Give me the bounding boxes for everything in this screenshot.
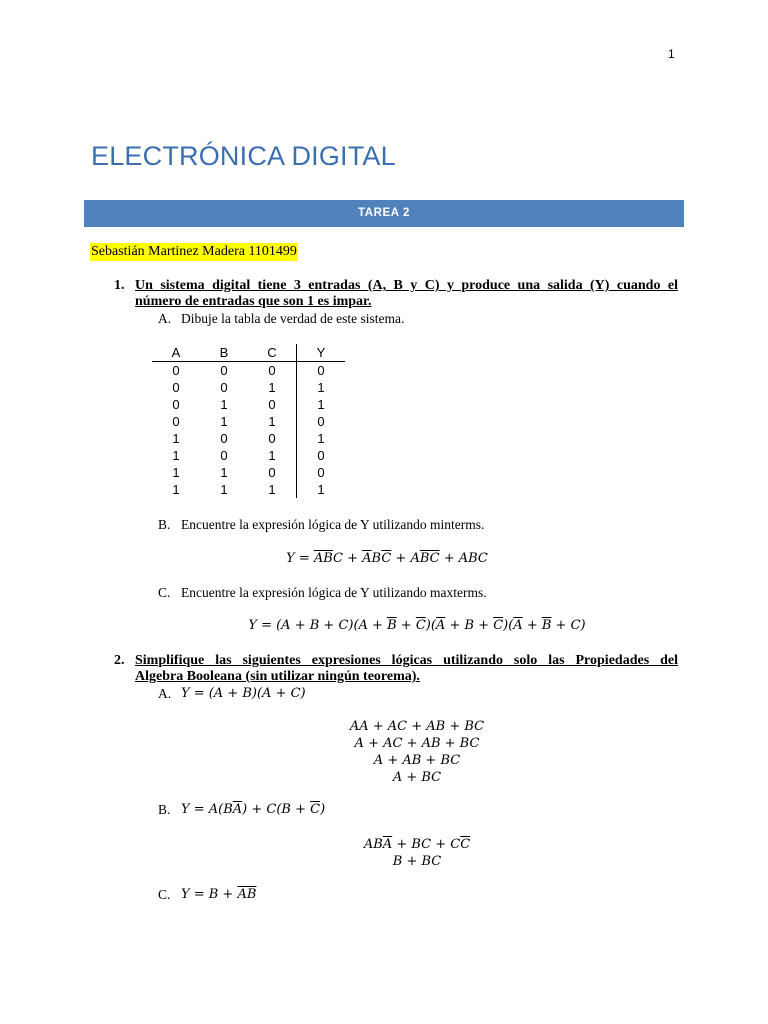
question-1-line1: Un sistema digital tiene 3 entradas (A, B y C) y produce una salida (Y) cuando el xyxy=(135,278,678,293)
table-cell: 0 xyxy=(297,464,346,481)
table-row xyxy=(152,396,345,413)
table-cell: 0 xyxy=(297,447,346,464)
q1-c-text: Encuentre la expresión lógica de Y utilizando maxterms. xyxy=(181,585,487,600)
table-cell: 1 xyxy=(268,414,276,429)
assignment-band: TAREA 2 xyxy=(84,200,684,227)
question-1-text xyxy=(135,278,678,310)
simplification-step: $AB\overline{A}$ + BC + $C\overline{C}$ xyxy=(363,837,471,852)
table-cell: 1 xyxy=(297,430,346,447)
q2-a-label: A. xyxy=(158,686,172,701)
table-cell: 1 xyxy=(297,379,346,396)
maxterm-expression: $Y = (A + B + C)(A + \overline{B} + \overline{C})(\overline{A} + B + \overline{C})(\overline{A} + \overline{B} + C)$ xyxy=(248,618,586,633)
table-cell: 0 xyxy=(172,414,180,429)
question-2-line1: Simplifique las siguientes expresiones lógicas utilizando solo las Propiedades del xyxy=(135,653,678,668)
table-cell: 1 xyxy=(172,431,180,446)
table-cell: 1 xyxy=(220,397,228,412)
table-cell: 0 xyxy=(172,380,180,395)
question-2-text xyxy=(135,653,678,685)
table-cell: 0 xyxy=(220,431,228,446)
table-row xyxy=(152,379,345,396)
table-cell: 0 xyxy=(172,397,180,412)
table-row xyxy=(152,413,345,430)
table-row xyxy=(152,464,345,481)
table-cell: 1 xyxy=(220,465,228,480)
document-title: ELECTRÓNICA DIGITAL xyxy=(91,141,396,171)
table-row xyxy=(152,362,345,380)
simplification-step: AA + AC + AB + BC xyxy=(349,719,485,734)
table-cell: 0 xyxy=(220,448,228,463)
truth-table xyxy=(152,344,345,498)
table-cell: 1 xyxy=(172,448,180,463)
simplification-step: A + AB + BC xyxy=(373,753,461,768)
q2-a-simplification xyxy=(217,718,617,786)
table-cell: 0 xyxy=(297,362,346,380)
question-2-number: 2. xyxy=(114,653,125,668)
table-cell: 0 xyxy=(172,363,180,378)
table-cell: 1 xyxy=(172,482,180,497)
simplification-step: A + BC xyxy=(392,770,442,785)
table-cell: 0 xyxy=(268,431,276,446)
table-cell: 1 xyxy=(172,465,180,480)
table-cell: 0 xyxy=(268,397,276,412)
table-cell: 0 xyxy=(220,380,228,395)
q2-b-label: B. xyxy=(158,802,171,817)
truth-table-header: B xyxy=(200,344,248,362)
q2-b-expression: $Y = A(B\overline{A}) + C(B + \overline{C})$ xyxy=(181,802,326,817)
question-1-line2: número de entradas que son 1 es impar. xyxy=(135,294,372,309)
question-2-line2: Algebra Booleana (sin utilizar ningún teorema). xyxy=(135,669,420,684)
q1-b-label: B. xyxy=(158,517,171,532)
q1-a-text: Dibuje la tabla de verdad de este sistema. xyxy=(181,311,405,326)
simplification-step: B + BC xyxy=(392,854,442,869)
table-cell: 1 xyxy=(268,482,276,497)
author-name: Sebastián Martinez Madera 1101499 xyxy=(91,244,297,259)
table-cell: 0 xyxy=(220,363,228,378)
table-cell: 1 xyxy=(220,482,228,497)
simplification-step: A + AC + AB + BC xyxy=(354,736,480,751)
minterm-expression: $Y = \overline{A}\overline{B}C + \overline{A}B\overline{C} + A\overline{B}\overline{C}$ + ABC xyxy=(286,551,488,566)
q2-c-expression: $Y = B + \overline{A}\overline{B}$ xyxy=(181,887,257,902)
table-cell: 1 xyxy=(297,481,346,498)
q2-a-expression: Y = (A + B)(A + C) xyxy=(181,686,306,701)
q1-c-label: C. xyxy=(158,585,171,600)
table-cell: 1 xyxy=(268,448,276,463)
truth-table-header: A xyxy=(152,344,200,362)
table-cell: 0 xyxy=(268,465,276,480)
table-row xyxy=(152,447,345,464)
q1-a-label: A. xyxy=(158,311,172,326)
truth-table-header: Y xyxy=(297,344,346,362)
q2-b-simplification xyxy=(217,836,617,870)
table-cell: 1 xyxy=(297,396,346,413)
question-1-number: 1. xyxy=(114,278,125,293)
q2-c-label: C. xyxy=(158,887,171,902)
table-cell: 0 xyxy=(297,413,346,430)
table-row xyxy=(152,430,345,447)
truth-table-header: C xyxy=(248,344,297,362)
page-number: 1 xyxy=(668,47,675,61)
table-cell: 1 xyxy=(220,414,228,429)
q1-b-text: Encuentre la expresión lógica de Y utilizando minterms. xyxy=(181,517,485,532)
table-row xyxy=(152,481,345,498)
table-cell: 0 xyxy=(268,363,276,378)
table-cell: 1 xyxy=(268,380,276,395)
